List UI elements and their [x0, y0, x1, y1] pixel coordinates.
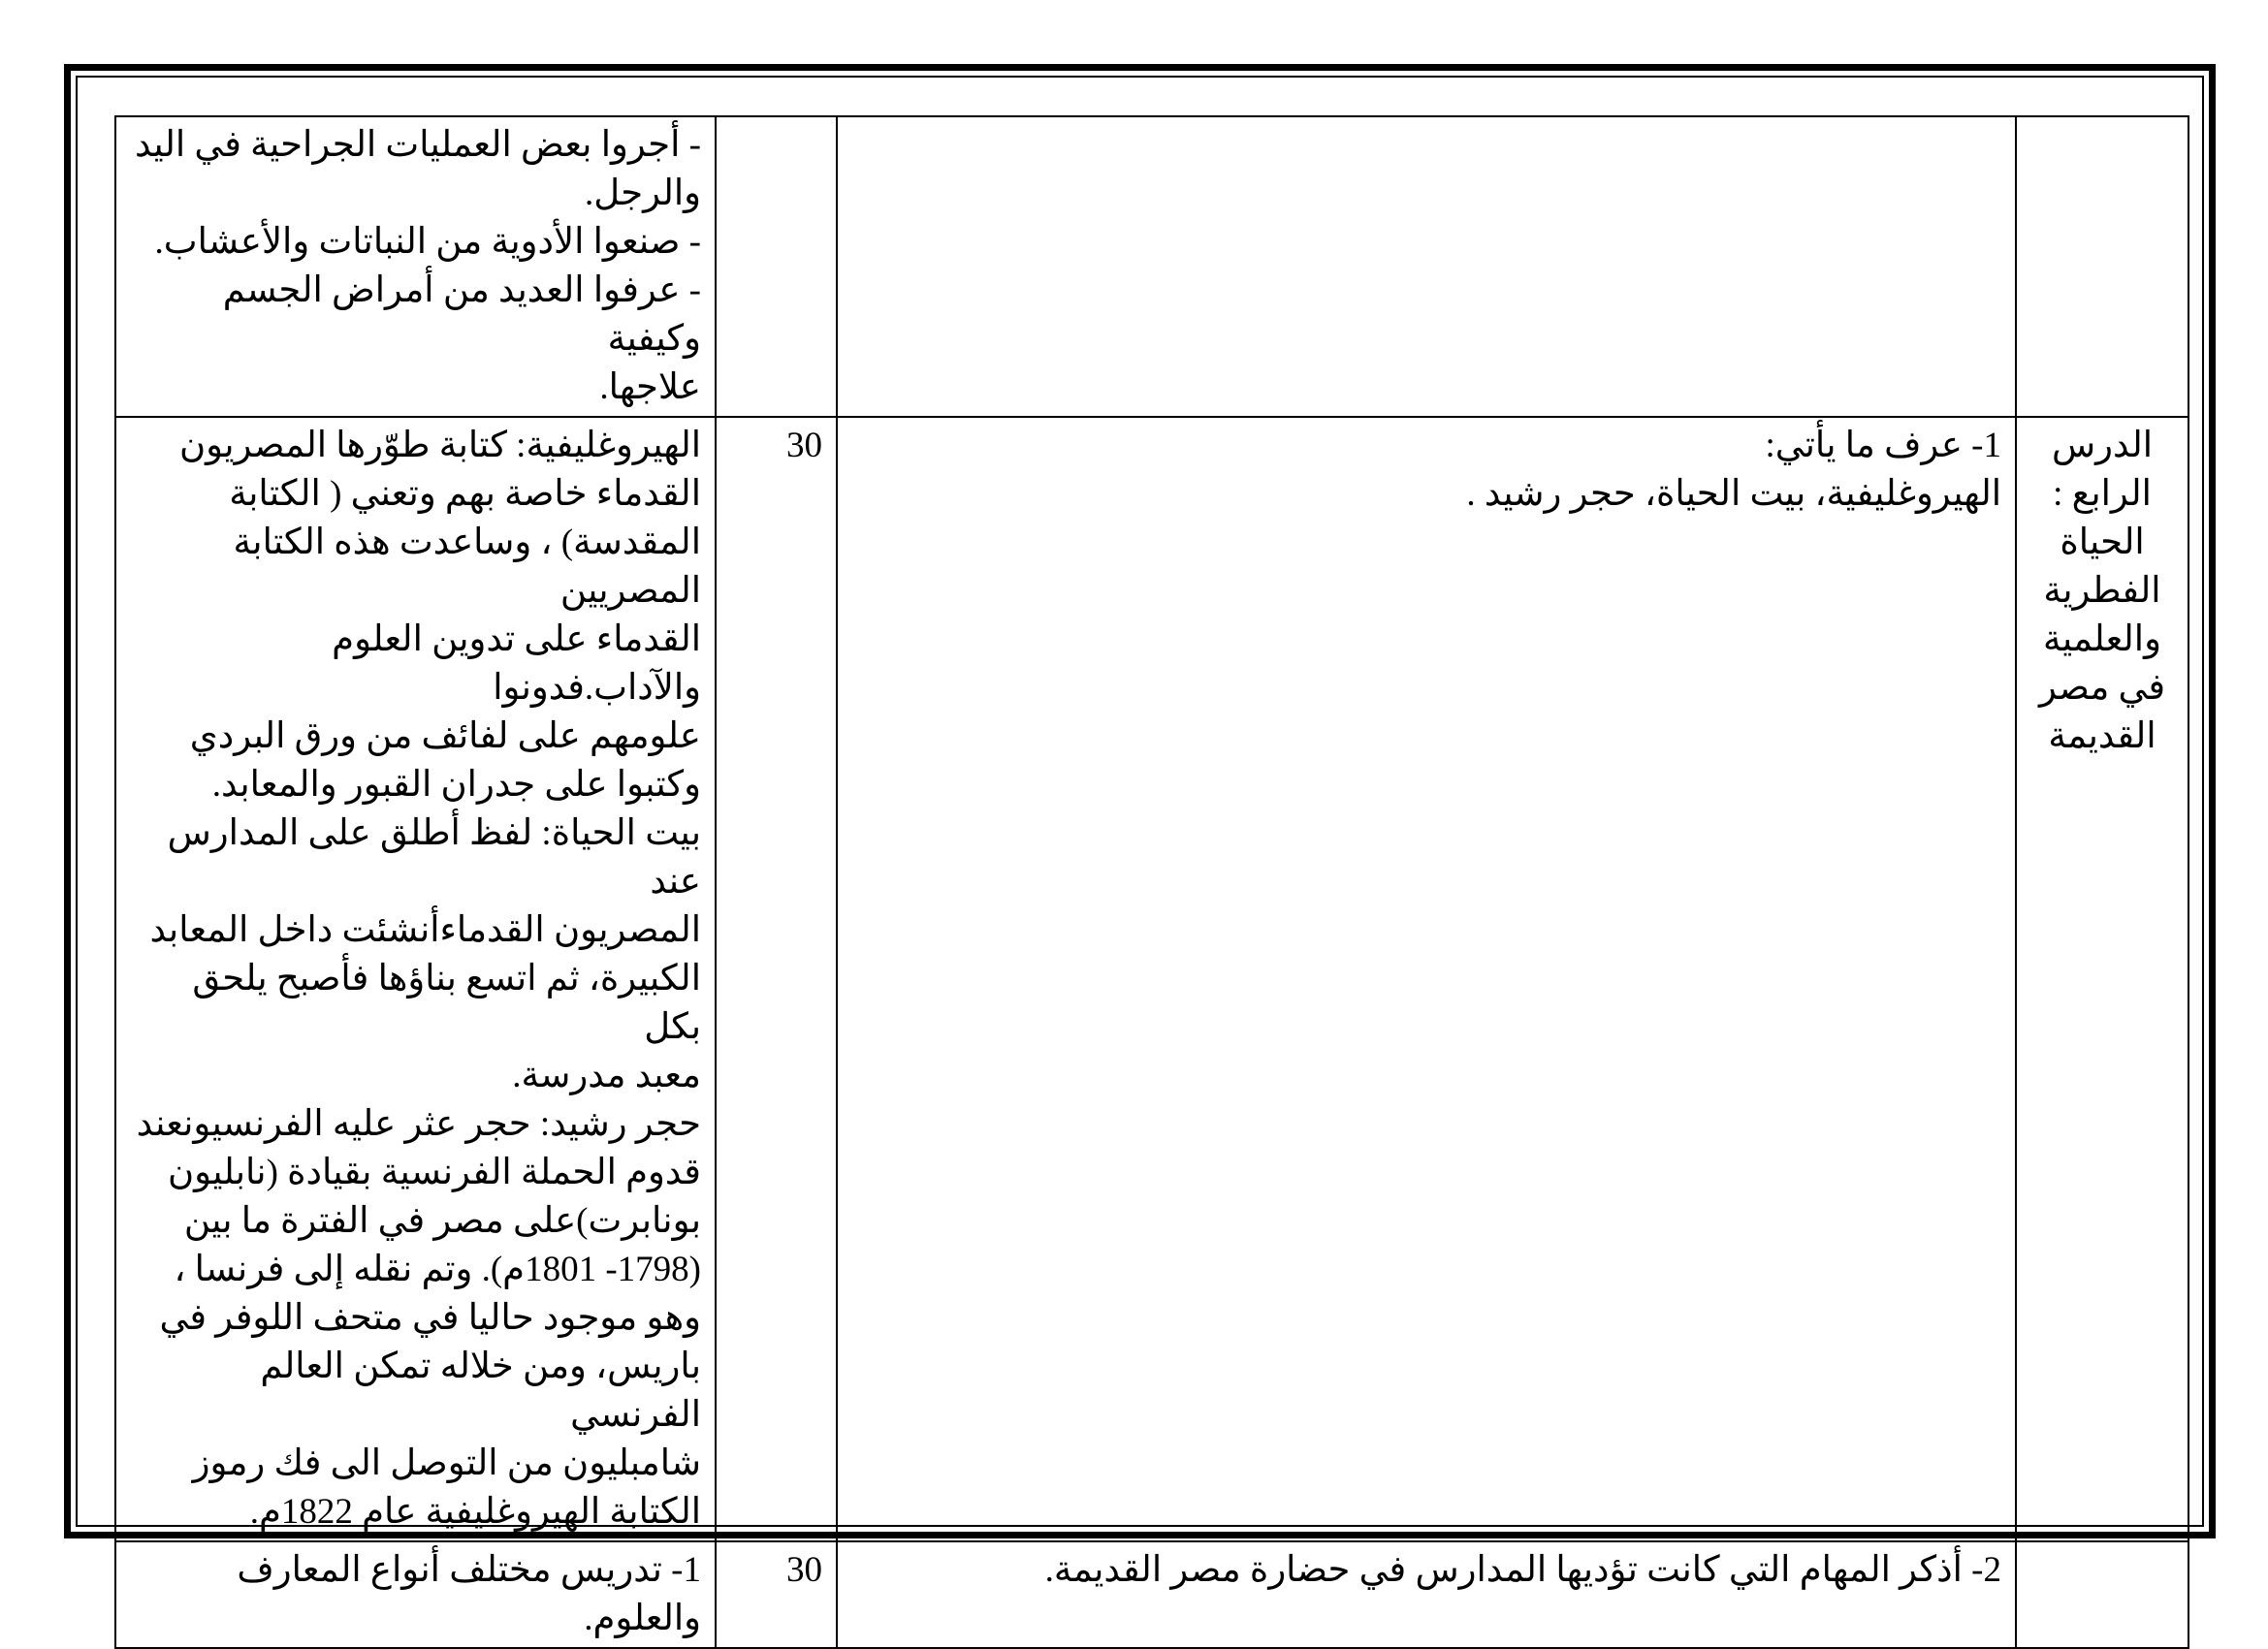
score-cell: 30 — [716, 1541, 837, 1648]
answer-line: 1- تدريس مختلف أنواع المعارف — [237, 1550, 701, 1590]
table-row — [115, 116, 2188, 417]
answer-cell — [115, 116, 716, 417]
answer-line: بونابرت)على مصر في الفترة ما بين — [183, 1201, 701, 1241]
score-cell: 30 — [716, 417, 837, 1541]
answer-line: - صنعوا الأدوية من النباتات والأعشاب. — [154, 222, 701, 262]
answer-line: علومهم على لفائف من ورق البردي — [189, 716, 701, 756]
lesson-title-line: الفطرية — [2043, 571, 2161, 611]
lesson-table — [114, 115, 2189, 1649]
answer-line: القدماء على تدوين العلوم والآداب.فدونوا — [332, 619, 701, 708]
lesson-title-line: في مصر — [2038, 668, 2166, 708]
lesson-title-line: الدرس — [2051, 426, 2153, 465]
question-line: 2- أذكر المهام التي كانت تؤديها المدارس في حضارة مصر القديمة. — [1044, 1550, 2001, 1590]
answer-line: باريس، ومن خلاله تمكن العالم الفرنسي — [260, 1347, 701, 1435]
answer-line: المقدسة) ، وساعدت هذه الكتابة المصريين — [233, 523, 701, 611]
answer-line: والرجل. — [585, 174, 701, 213]
answer-line: شامبليون من التوصل الى فك رموز — [192, 1443, 701, 1483]
lesson-cell — [2016, 417, 2188, 1541]
score-cell — [716, 116, 837, 417]
answer-line: - عرفوا العديد من أمراض الجسم وكيفية — [222, 270, 701, 359]
lesson-cell — [2016, 1541, 2188, 1648]
answer-line: بيت الحياة: لفظ أطلق على المدارس عند — [167, 813, 701, 902]
question-cell — [837, 417, 2016, 1541]
answer-line: علاجها. — [599, 367, 701, 407]
answer-line: - أجروا بعض العمليات الجراحية في اليد — [135, 125, 701, 165]
answer-line: الكبيرة، ثم اتسع بناؤها فأصبح يلحق بكل — [192, 959, 701, 1047]
answer-line: الهيروغليفية: كتابة طوّرها المصريون — [179, 426, 701, 465]
answer-line: وكتبوا على جدران القبور والمعابد. — [211, 765, 701, 805]
answer-cell — [115, 1541, 716, 1648]
question-line: الهيروغليفية، بيت الحياة، حجر رشيد . — [1466, 474, 2001, 514]
lesson-title-line: القديمة — [2048, 716, 2156, 756]
question-cell — [837, 1541, 2016, 1648]
question-cell — [837, 116, 2016, 417]
answer-line: قدوم الحملة الفرنسية بقيادة (نابليون — [168, 1153, 701, 1192]
answer-line: وهو موجود حاليا في متحف اللوفر في — [159, 1298, 701, 1338]
answer-line: القدماء خاصة بهم وتعني ( الكتابة — [229, 474, 701, 514]
table-row — [115, 1541, 2188, 1648]
answer-line: معبد مدرسة. — [512, 1056, 701, 1095]
answer-cell — [115, 417, 716, 1541]
answer-line: المصريون القدماءأنشئت داخل المعابد — [149, 910, 701, 950]
lesson-title-line: الرابع : — [2053, 474, 2152, 514]
answer-line: والعلوم. — [584, 1599, 701, 1638]
lesson-title-line: الحياة — [2060, 523, 2145, 562]
answer-line: الكتابة الهيروغليفية عام 1822م. — [249, 1492, 701, 1532]
answer-line: حجر رشيد: حجر عثر عليه الفرنسيونعند — [136, 1104, 701, 1144]
answer-line: (1798- 1801م). وتم نقله إلى فرنسا ، — [174, 1250, 701, 1289]
lesson-cell — [2016, 116, 2188, 417]
question-line: 1- عرف ما يأتي: — [1765, 426, 2001, 465]
table-row — [115, 417, 2188, 1541]
lesson-title-line: والعلمية — [2043, 619, 2161, 659]
